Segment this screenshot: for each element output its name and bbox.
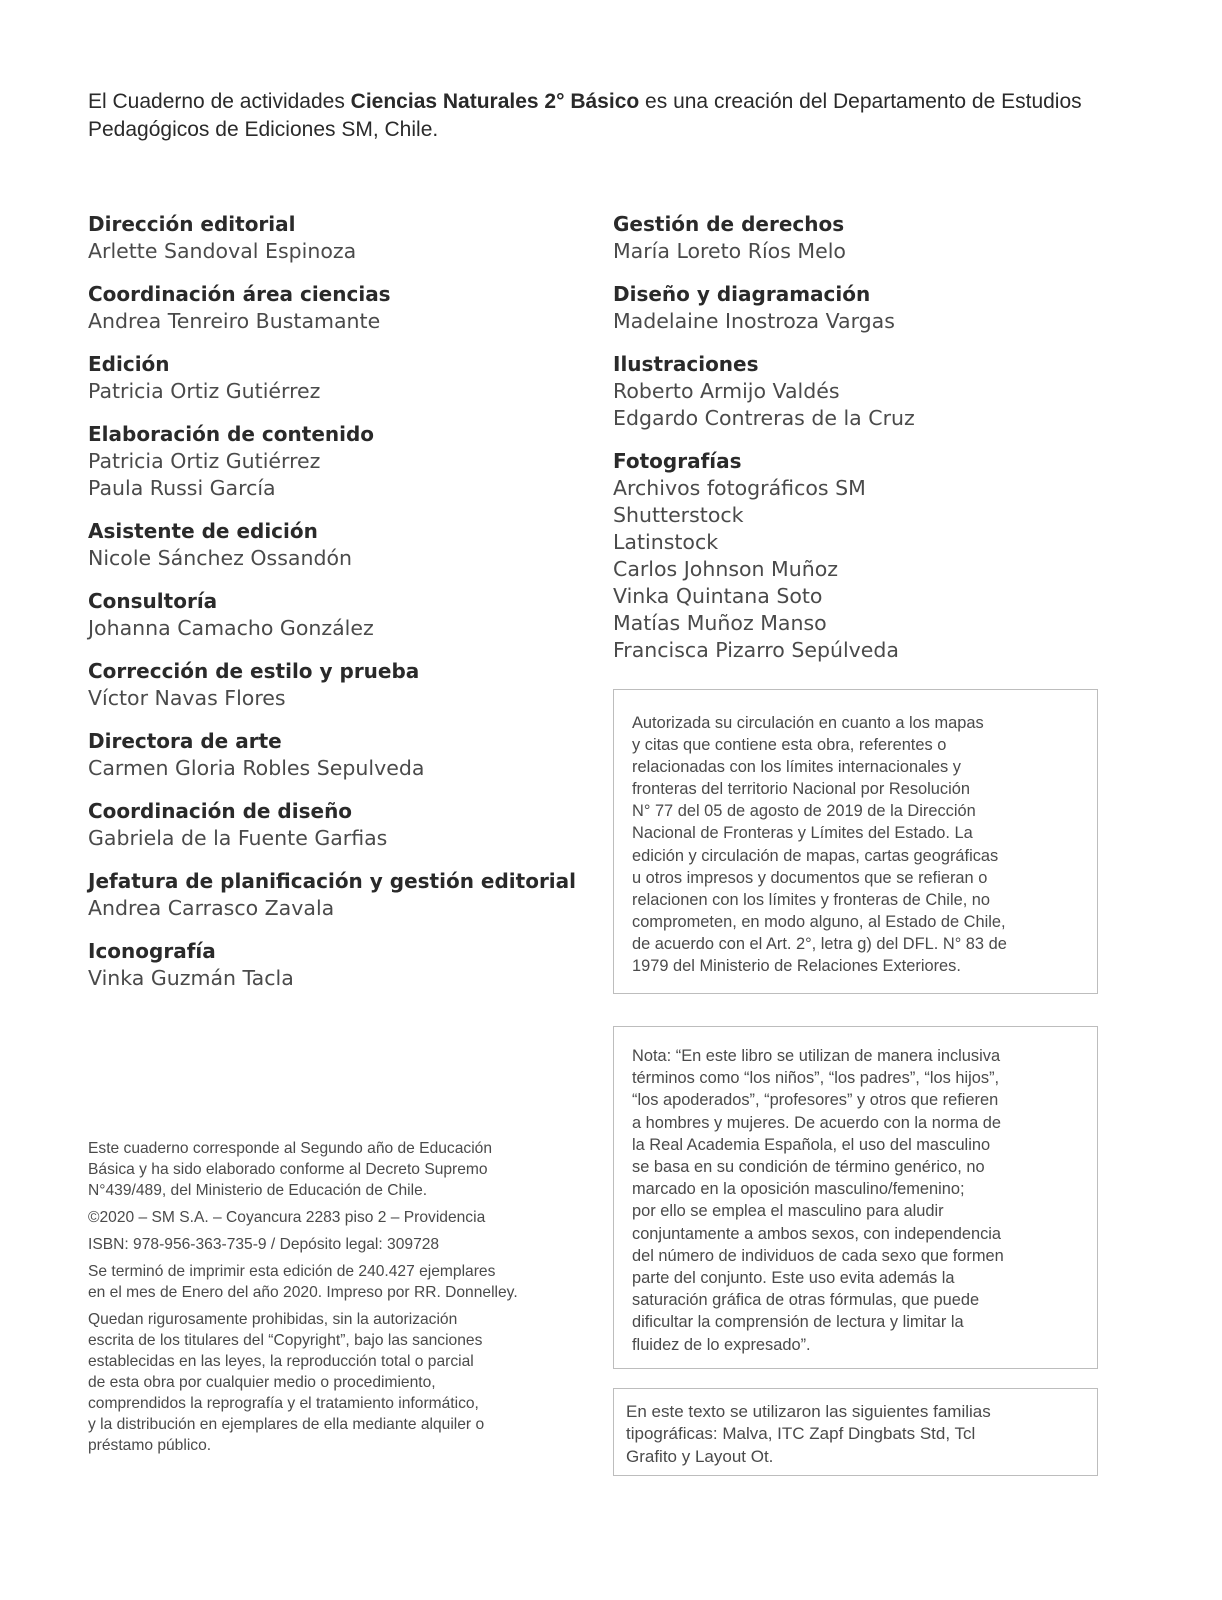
credit-name: Paula Russi García [88, 476, 276, 500]
credit-entry [88, 518, 588, 572]
credit-name: Andrea Tenreiro Bustamante [88, 309, 381, 333]
credit-role: Fotografías [613, 449, 742, 473]
legal-line: Se terminó de imprimir esta edición de 240.427 ejemplares [88, 1263, 496, 1280]
notice-line: fluidez de lo expresado”. [632, 1335, 811, 1354]
credit-role: Iconografía [88, 939, 216, 963]
legal-line: escrita de los titulares del “Copyright”, bajo las sanciones [88, 1332, 483, 1349]
typography-note [613, 1388, 1098, 1476]
notice-line: relacionen con los límites y fronteras de Chile, no [632, 890, 991, 909]
credit-entry [88, 868, 588, 922]
notice-line: “los apoderados”, “profesores” y otros que refieren [632, 1091, 999, 1110]
notice-line: y citas que contiene esta obra, referentes o [632, 736, 947, 755]
credit-name: Johanna Camacho González [88, 616, 374, 640]
credit-name: Vinka Guzmán Tacla [88, 966, 294, 990]
credit-name: Carlos Johnson Muñoz [613, 557, 839, 581]
notice-line: edición y circulación de mapas, cartas geográficas [632, 846, 999, 865]
credit-entry [613, 351, 1113, 432]
intro-paragraph [88, 88, 1088, 144]
legal-line: préstamo público. [88, 1437, 212, 1454]
credit-name: Archivos fotográficos SM [613, 476, 866, 500]
credit-entry [88, 211, 588, 265]
notice-line: Grafito y Layout Ot. [626, 1446, 774, 1466]
notice-line: del número de individuos de cada sexo que formen [632, 1246, 1004, 1265]
credit-entry [88, 588, 588, 642]
notice-line: saturación gráfica de otras fórmulas, que puede [632, 1291, 980, 1310]
credit-role: Gestión de derechos [613, 212, 845, 236]
credit-role: Dirección editorial [88, 212, 296, 236]
credit-name: Edgardo Contreras de la Cruz [613, 406, 915, 430]
credit-name: Francisca Pizarro Sepúlveda [613, 638, 899, 662]
credit-name: Andrea Carrasco Zavala [88, 896, 335, 920]
notice-line: conjuntamente a ambos sexos, con independencia [632, 1224, 1002, 1243]
printing-text [88, 1261, 578, 1303]
notice-line: se basa en su condición de término genérico, no [632, 1158, 985, 1177]
credit-entry [88, 281, 588, 335]
notice-line: comprometen, en modo alguno, al Estado de Chile, [632, 912, 1006, 931]
credit-name: Matías Muñoz Manso [613, 611, 827, 635]
legal-line: Básica y ha sido elaborado conforme al Decreto Supremo [88, 1161, 488, 1178]
credits-right-column [613, 211, 1113, 680]
notice-line: la Real Academia Española, el uso del masculino [632, 1135, 991, 1154]
credit-entry [88, 938, 588, 992]
isbn-text: ISBN: 978-956-363-735-9 / Depósito legal: 309728 [88, 1236, 440, 1253]
notice-line: Nota: “En este libro se utilizan de manera inclusiva [632, 1047, 1001, 1065]
credit-role: Ilustraciones [613, 352, 759, 376]
inclusive-language-note [613, 1026, 1098, 1369]
credit-name: María Loreto Ríos Melo [613, 239, 846, 263]
legal-line: en el mes de Enero del año 2020. Impreso por RR. Donnelley. [88, 1284, 518, 1301]
legal-line: N°439/489, del Ministerio de Educación de Chile. [88, 1182, 428, 1199]
legal-line: Este cuaderno corresponde al Segundo año de Educación [88, 1140, 492, 1157]
notice-line: dificultar la comprensión de lectura y limitar la [632, 1313, 964, 1332]
credit-name: Gabriela de la Fuente Garfias [88, 826, 388, 850]
credit-role: Corrección de estilo y prueba [88, 659, 420, 683]
map-authorization-notice [613, 689, 1098, 994]
credit-entry [88, 728, 588, 782]
credit-name: Madelaine Inostroza Vargas [613, 309, 895, 333]
notice-line: Nacional de Fronteras y Límites del Estado. La [632, 824, 973, 843]
credit-entry [613, 211, 1113, 265]
legal-line: de esta obra por cualquier medio o procedimiento, [88, 1374, 436, 1391]
credit-entry [88, 421, 588, 502]
credit-name: Víctor Navas Flores [88, 686, 286, 710]
credit-role: Jefatura de planificación y gestión editorial [88, 869, 577, 893]
notice-line: relacionadas con los límites internacionales y [632, 758, 961, 777]
legal-block [88, 1138, 578, 1462]
notice-line: u otros impresos y documentos que se refieran o [632, 868, 988, 887]
credit-role: Asistente de edición [88, 519, 318, 543]
credit-name: Arlette Sandoval Espinoza [88, 239, 357, 263]
credit-role: Consultoría [88, 589, 218, 613]
credits-left-column [88, 211, 588, 1008]
credit-name: Shutterstock [613, 503, 744, 527]
notice-line: términos como “los niños”, “los padres”, “los hijos”, [632, 1069, 1000, 1088]
notice-line: N° 77 del 05 de agosto de 2019 de la Dirección [632, 802, 976, 821]
credit-entry [88, 798, 588, 852]
notice-line: En este texto se utilizaron las siguientes familias [626, 1402, 991, 1421]
prohibition-text [88, 1309, 578, 1456]
credit-name: Carmen Gloria Robles Sepulveda [88, 756, 425, 780]
copyright-text: ©2020 – SM S.A. – Coyancura 2283 piso 2 – Providencia [88, 1209, 486, 1226]
credit-role: Elaboración de contenido [88, 422, 375, 446]
notice-line: tipográficas: Malva, ITC Zapf Dingbats Std, Tcl [626, 1424, 976, 1444]
notice-line: Autorizada su circulación en cuanto a los mapas [632, 714, 984, 732]
notice-line: marcado en la oposición masculino/femenino; [632, 1180, 965, 1199]
legal-line: Quedan rigurosamente prohibidas, sin la autorización [88, 1311, 458, 1328]
notice-line: por ello se emplea el masculino para aludir [632, 1202, 944, 1221]
credit-name: Latinstock [613, 530, 719, 554]
credit-name: Vinka Quintana Soto [613, 584, 823, 608]
credit-name: Patricia Ortiz Gutiérrez [88, 449, 321, 473]
notice-line: fronteras del territorio Nacional por Resolución [632, 780, 970, 799]
credit-name: Roberto Armijo Valdés [613, 379, 840, 403]
credit-role: Coordinación área ciencias [88, 282, 391, 306]
credit-role: Directora de arte [88, 729, 282, 753]
credit-entry [613, 281, 1113, 335]
legal-line: y la distribución en ejemplares de ella mediante alquiler o [88, 1416, 485, 1433]
credit-entry [613, 448, 1113, 664]
credit-role: Diseño y diagramación [613, 282, 871, 306]
curriculum-text [88, 1138, 578, 1201]
legal-line: comprendidos la reprografía y el tratamiento informático, [88, 1395, 479, 1412]
credit-name: Nicole Sánchez Ossandón [88, 546, 352, 570]
credit-name: Patricia Ortiz Gutiérrez [88, 379, 321, 403]
notice-line: de acuerdo con el Art. 2°, letra g) del DFL. N° 83 de [632, 934, 1007, 953]
intro-book-title: Ciencias Naturales 2° Básico [350, 90, 640, 113]
intro-suffix: es una creación del Departamento de Estudios Pedagógicos de Ediciones SM, Chile. [88, 90, 1082, 141]
notice-line: parte del conjunto. Este uso evita además la [632, 1269, 955, 1288]
notice-line: a hombres y mujeres. De acuerdo con la norma de [632, 1113, 1001, 1132]
credit-entry [88, 351, 588, 405]
notice-line: 1979 del Ministerio de Relaciones Exteriores. [632, 957, 961, 976]
credit-role: Coordinación de diseño [88, 799, 353, 823]
credit-entry [88, 658, 588, 712]
intro-prefix: El Cuaderno de actividades [88, 90, 351, 113]
credit-role: Edición [88, 352, 170, 376]
legal-line: establecidas en las leyes, la reproducción total o parcial [88, 1353, 474, 1370]
